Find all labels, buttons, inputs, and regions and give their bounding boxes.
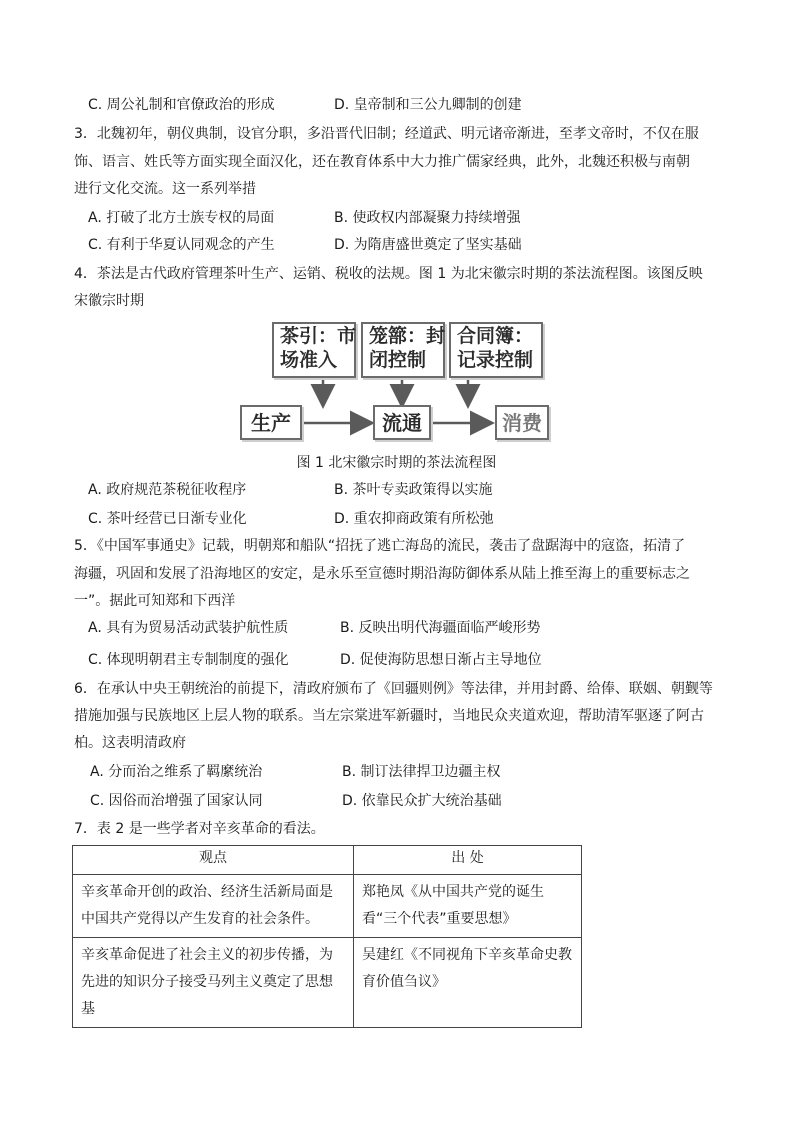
- flowchart-arrows: [0, 0, 793, 460]
- header-view: 观点: [73, 846, 354, 875]
- q6-stem-line-2: 措施加强与民族地区上层人物的联系。当左宗棠进军新疆时，当地民众夹道欢迎，帮助清军驱逐了阿古: [74, 708, 704, 724]
- q2-option-d: D. 皇帝制和三公九卿制的创建: [334, 97, 522, 113]
- q5-option-b: B. 反映出明代海疆面临严峻形势: [340, 620, 541, 636]
- q6-option-a: A. 分而治之维系了羁縻统治: [90, 764, 263, 780]
- q5-option-a: A. 具有为贸易活动武装护航性质: [88, 620, 289, 636]
- q4-option-d: D. 重农抑商政策有所松弛: [334, 511, 494, 527]
- flow-consumption-label: 消费: [502, 410, 542, 435]
- q5-option-c: C. 体现明朝君主专制制度的强化: [88, 652, 289, 668]
- q5-stem-line-2: 海疆，巩固和发展了沿海地区的安定，是永乐至宣德时期沿海防御体系从陆上推至海上的重要标志之: [74, 566, 690, 582]
- q6-stem-line-1: 6．在承认中央王朝统治的前提下，清政府颁布了《回疆则例》等法律，并用封爵、给俸、联姻、朝觐等: [74, 681, 713, 697]
- row2-view: 辛亥革命促进了社会主义的初步传播，为先进的知识分子接受马列主义奠定了思想基: [73, 938, 354, 1028]
- box-sealed-basket-line-2: 闭控制: [369, 349, 427, 371]
- box-tea-permit: [272, 322, 356, 378]
- box-contract-register: [449, 322, 543, 378]
- row1-source: 郑艳凤《从中国共产党的诞生看“三个代表”重要思想》: [354, 875, 582, 938]
- q3-stem-line-3: 进行文化交流。这一系列举措: [74, 181, 256, 197]
- box-contract-register-line-1: 合同簿：: [457, 325, 534, 347]
- q3-stem-line-2: 饰、语言、姓氏等方面实现全面汉化，还在教育体系中大力推广儒家经典，此外，北魏还积极与南朝: [74, 154, 690, 170]
- q6-option-c: C. 因俗而治增强了国家认同: [90, 793, 263, 809]
- table-row: [73, 875, 582, 938]
- q4-option-a: A. 政府规范茶税征收程序: [88, 482, 247, 498]
- table-row: [73, 938, 582, 1028]
- scholar-views-table: [72, 845, 582, 1028]
- q4-stem-line-2: 宋徽宗时期: [74, 293, 144, 309]
- q7-stem: 7．表 2 是一些学者对辛亥革命的看法。: [74, 821, 325, 837]
- q5-stem-line-3: 一”。据此可知郑和下西洋: [74, 593, 236, 609]
- table-header-row: [73, 846, 582, 875]
- header-source: 出 处: [354, 846, 582, 875]
- flow-circulation-label: 流通: [382, 410, 422, 435]
- q3-option-a: A. 打破了北方士族专权的局面: [88, 210, 275, 226]
- flow-production: [240, 405, 302, 440]
- figure-caption: 图 1 北宋徽宗时期的茶法流程图: [296, 455, 497, 471]
- flow-consumption: [495, 405, 549, 440]
- box-sealed-basket-line-1: 笼篰：封: [369, 325, 446, 347]
- row2-source: 吴建红《不同视角下辛亥革命史教育价值刍议》: [354, 938, 582, 1028]
- q3-option-c: C. 有利于华夏认同观念的产生: [88, 237, 275, 253]
- q4-stem-line-1: 4．茶法是古代政府管理茶叶生产、运销、税收的法规。图 1 为北宋徽宗时期的茶法流程图。该图反映: [74, 266, 703, 282]
- box-sealed-basket: [361, 322, 445, 378]
- q6-option-d: D. 依靠民众扩大统治基础: [342, 793, 502, 809]
- box-contract-register-line-2: 记录控制: [457, 349, 534, 371]
- q4-option-b: B. 茶叶专卖政策得以实施: [334, 482, 493, 498]
- flow-circulation: [373, 405, 431, 440]
- box-tea-permit-line-1: 茶引：市: [280, 325, 357, 347]
- q3-option-b: B. 使政权内部凝聚力持续增强: [334, 210, 521, 226]
- q5-stem-line-1: 5．《中国军事通史》记载，明朝郑和船队“招抚了逃亡海岛的流民，袭击了盘踞海中的寇盗，拓清了: [74, 538, 686, 554]
- row1-view: 辛亥革命开创的政治、经济生活新局面是中国共产党得以产生发育的社会条件。: [73, 875, 354, 938]
- box-tea-permit-line-2: 场准入: [280, 349, 338, 371]
- q4-option-c: C. 茶叶经营已日渐专业化: [88, 511, 247, 527]
- q2-option-c: C. 周公礼制和官僚政治的形成: [88, 97, 275, 113]
- q3-option-d: D. 为隋唐盛世奠定了坚实基础: [334, 237, 522, 253]
- q5-option-d: D. 促使海防思想日渐占主导地位: [340, 652, 542, 668]
- q6-stem-line-3: 柏。这表明清政府: [74, 735, 186, 751]
- q6-option-b: B. 制订法律捍卫边疆主权: [342, 764, 501, 780]
- flow-production-label: 生产: [251, 410, 291, 435]
- q3-stem-line-1: 3．北魏初年，朝仪典制，设官分职，多沿晋代旧制；经道武、明元诸帝渐进，至孝文帝时，不仅在服: [74, 126, 699, 142]
